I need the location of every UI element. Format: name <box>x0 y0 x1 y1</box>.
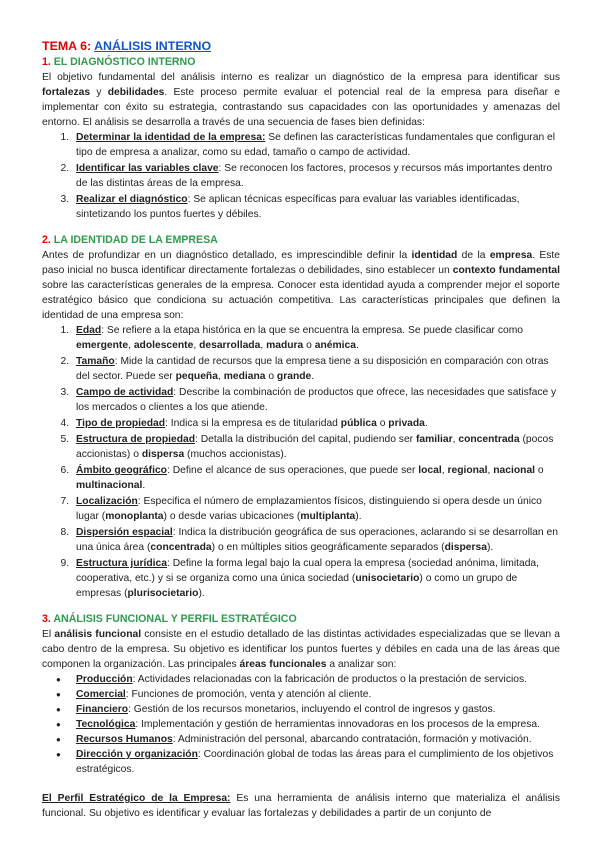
section-1-paragraph: El objetivo fundamental del análisis interno es realizar un diagnóstico de la empresa para identificar sus fortalezas y debilidades. Este proceso permite evaluar el potencial real de la empresa para diseñar e implementar con éxito su estrategia, contrastando sus capacidades con las oportunidades y amenazas del entorno. El análisis se desarrolla a través de una secuencia de fases bien definidas: <box>42 72 560 128</box>
list-item: 3. Campo de actividad: Describe la combinación de productos que ofrece, las necesidades que satisface y los mercados o clientes a los que atiende. <box>72 385 560 415</box>
list-item: 8. Dispersión espacial: Indica la distribución geográfica de sus operaciones, aclarando si se desarrollan en una única área (concentrada) o en múltiples sitios geográficamente separados (dispersa). <box>72 525 560 555</box>
section-3-paragraph: El análisis funcional consiste en el estudio detallado de las distintas actividades especializadas que se llevan a cabo dentro de la empresa. Su objetivo es identificar los puntos fuertes y débiles en cada una de las áreas que componen la organización. Las principales áreas funcionales a analizar son: <box>42 629 560 670</box>
section-3-heading: 3. ANÁLISIS FUNCIONAL Y PERFIL ESTRATÉGICO <box>42 613 297 625</box>
list-item: ● Recursos Humanos: Administración del personal, abarcando contratación, formación y motivación. <box>72 732 560 747</box>
section-2-paragraph: Antes de profundizar en un diagnóstico detallado, es imprescindible definir la identidad de la empresa. Este paso inicial no busca identificar directamente fortalezas o debilidades, sino establecer un contexto fundamental sobre las características generales de la empresa. Conocer esta identidad ayuda a comprender mejor el soporte estratégico básico que condiciona su actuación competitiva. Las características principales que definen la identidad de una empresa son: <box>42 250 561 321</box>
list-item: 3. Realizar el diagnóstico: Se aplican técnicas específicas para evaluar las variables identificadas, sintetizando los puntos fuertes y débiles. <box>72 192 560 222</box>
title-prefix: TEMA 6: <box>42 39 95 53</box>
section-2-heading: 2. LA IDENTIDAD DE LA EMPRESA <box>42 234 218 246</box>
list-item: 1. Edad: Se refiere a la etapa histórica en la que se encuentra la empresa. Se puede clasificar como emergente, adolescente, desarrollada, madura o anémica. <box>72 323 560 353</box>
list-item: 7. Localización: Especifica el número de emplazamientos físicos, distinguiendo si opera desde un único lugar (monoplanta) o desde varias ubicaciones (multiplanta). <box>72 494 560 524</box>
list-item: ● Financiero: Gestión de los recursos monetarios, incluyendo el control de ingresos y gastos. <box>72 702 560 717</box>
identity-list <box>42 323 560 601</box>
functional-areas-list <box>42 672 560 777</box>
list-item: 6. Ámbito geográfico: Define el alcance de sus operaciones, que puede ser local, regional, nacional o multinacional. <box>72 463 560 493</box>
title-main: ANÁLISIS INTERNO <box>94 39 212 53</box>
list-item: ● Tecnológica: Implementación y gestión de herramientas innovadoras en los procesos de la empresa. <box>72 717 560 732</box>
list-item: 1. Determinar la identidad de la empresa: Se definen las características fundamentales que configuran el tipo de empresa a analizar, como su edad, tamaño o campo de actividad. <box>72 130 560 160</box>
list-item: ● Producción: Actividades relacionadas con la fabricación de productos o la prestación de servicios. <box>72 672 560 687</box>
list-item: 5. Estructura de propiedad: Detalla la distribución del capital, pudiendo ser familiar, concentrada (pocos accionistas) o dispersa (muchos accionistas). <box>72 432 560 462</box>
list-item: ● Comercial: Funciones de promoción, venta y atención al cliente. <box>72 687 560 702</box>
list-item: 4. Tipo de propiedad: Indica si la empresa es de titularidad pública o privada. <box>72 416 560 431</box>
list-item: 2. Identificar las variables clave: Se reconocen los factores, procesos y recursos más importantes dentro de las distintas áreas de la empresa. <box>72 161 560 191</box>
page-title <box>42 38 560 54</box>
list-item: 2. Tamaño: Mide la cantidad de recursos que la empresa tiene a su disposición en comparación con otras del sector. Puede ser pequeña, mediana o grande. <box>72 354 560 384</box>
list-item: ● Dirección y organización: Coordinación global de todas las áreas para el cumplimiento de los objetivos estratégicos. <box>72 747 560 777</box>
list-item: 9. Estructura jurídica: Define la forma legal bajo la cual opera la empresa (sociedad anónima, limitada, cooperativa, etc.) y si se organiza como una única sociedad (unisocietario) o como un grupo de empresas (plurisocietario). <box>72 556 560 601</box>
section-1-heading: 1. EL DIAGNÓSTICO INTERNO <box>42 56 196 68</box>
perfil-paragraph: El Perfil Estratégico de la Empresa: Es una herramienta de análisis interno que materializa el análisis funcional. Su objetivo es identificar y evaluar las fortalezas y debilidades a partir de un conjunto de <box>42 793 560 819</box>
phases-list <box>42 130 560 222</box>
